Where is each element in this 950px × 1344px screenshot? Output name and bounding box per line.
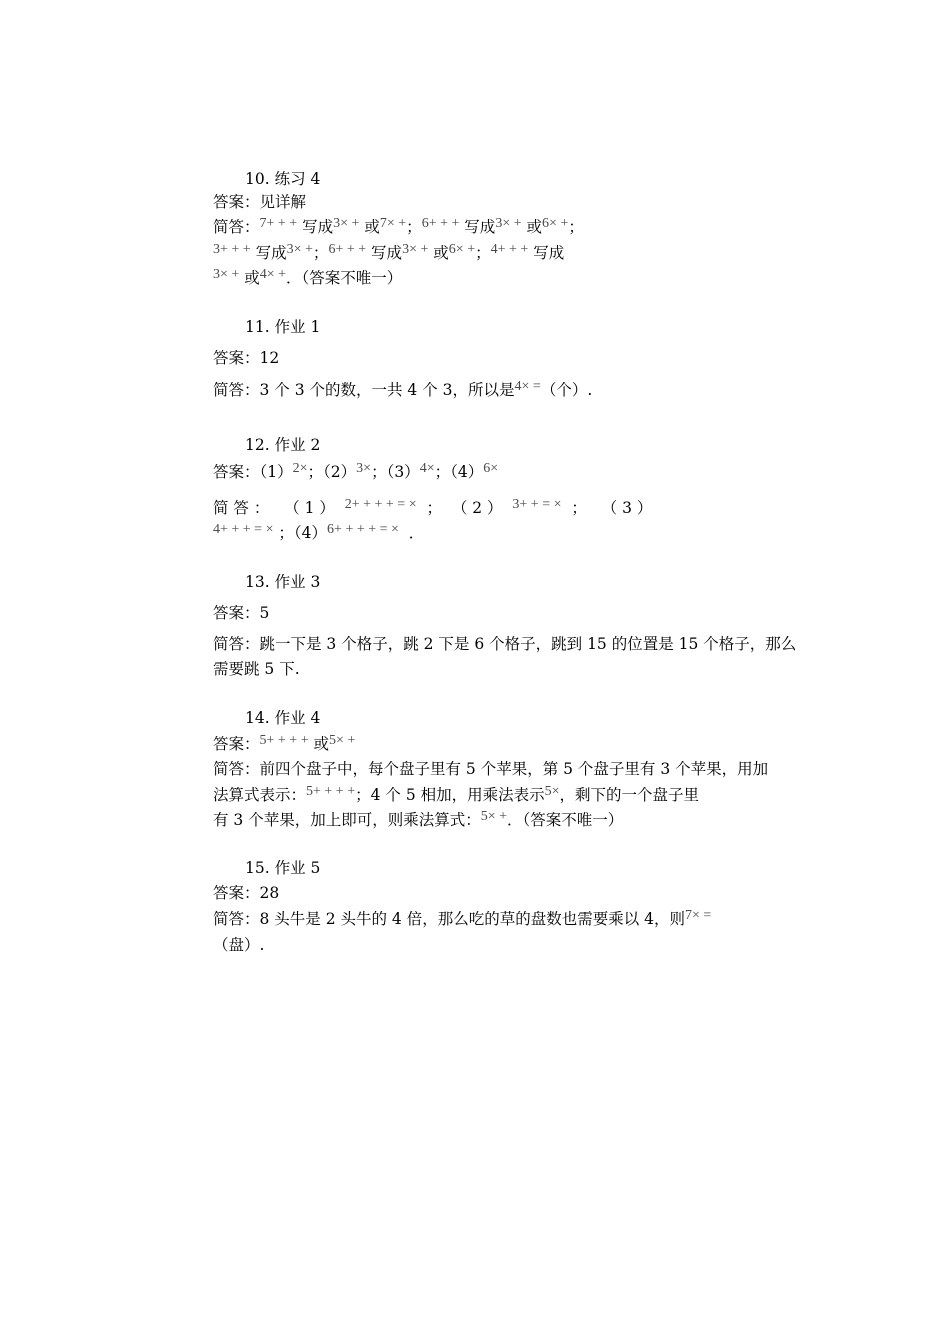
- heading-text: 14. 作业 4: [245, 709, 321, 727]
- text-fragment: 简答：前四个盘子中，每个盘子里有 5 个苹果，第 5 个盘子里有 3 个苹果，用加: [213, 760, 769, 778]
- item-12-heading: [245, 434, 320, 456]
- text-fragment: ；（3）: [371, 463, 420, 481]
- text-fragment: 答案：: [213, 735, 260, 753]
- item-14-brief-line-3: [213, 809, 623, 831]
- formula: 3× +: [286, 242, 313, 257]
- formula: 3+ + = ×: [512, 497, 562, 512]
- answer-text: 答案：12: [213, 349, 280, 367]
- heading-text: 13. 作业 3: [245, 573, 321, 591]
- item-14-brief-line-2: [213, 784, 699, 806]
- formula: 3× +: [402, 242, 429, 257]
- text-fragment: ．: [408, 524, 425, 542]
- text-fragment: 法算式表示：: [213, 786, 307, 804]
- text-fragment: ；: [426, 499, 442, 517]
- item-14-answer: [213, 733, 355, 755]
- formula: 2+ + + + = ×: [344, 497, 417, 512]
- text-fragment: 或: [308, 735, 330, 753]
- text-fragment: 需要跳 5 下.: [213, 660, 300, 678]
- formula: 3+ + +: [213, 242, 251, 257]
- formula: 4× =: [514, 379, 541, 394]
- text-fragment: ；: [475, 244, 491, 262]
- item-13-brief-line-1: [213, 633, 796, 655]
- text-fragment: 或: [521, 218, 543, 236]
- text-fragment: 写成: [528, 244, 565, 262]
- text-fragment: ．（答案不唯一）: [286, 269, 403, 287]
- item-10-brief-line-3: [213, 267, 402, 289]
- text-fragment: ；: [312, 244, 329, 262]
- formula: 4+ + +: [490, 242, 529, 257]
- text-fragment: 写成: [366, 244, 403, 262]
- text-fragment: 或: [428, 244, 449, 262]
- item-11-brief: [213, 379, 592, 401]
- answer-text: 答案：见详解: [213, 193, 307, 211]
- formula: 2×: [292, 461, 308, 476]
- item-12-answer: [213, 461, 498, 483]
- formula: 5× +: [329, 733, 356, 748]
- heading-text: 10. 练习 4: [245, 170, 321, 188]
- text-fragment: 写成: [250, 244, 287, 262]
- formula: 7× =: [685, 908, 712, 923]
- text-fragment: 或: [239, 269, 260, 287]
- formula: 5+ + + +: [306, 784, 356, 799]
- text-fragment: 简答：跳一下是 3 个格子，跳 2 下是 6 个格子，跳到 15 的位置是 15 个格子，那么: [213, 635, 797, 653]
- text-fragment: ．（答案不唯一）: [507, 811, 624, 829]
- formula: 7× +: [379, 216, 407, 231]
- text-fragment: 写成: [297, 218, 334, 236]
- brief-label: 简 答 ：: [213, 499, 270, 517]
- answer-text: 答案：28: [213, 884, 280, 902]
- formula: 6+ + +: [421, 216, 460, 231]
- heading-text: 11. 作业 1: [245, 318, 321, 336]
- text-fragment: 答案：（1）: [213, 463, 293, 481]
- formula: 7+ + +: [259, 216, 298, 231]
- heading-text: 15. 作业 5: [245, 859, 321, 877]
- text-fragment: ；（2）: [307, 463, 357, 481]
- text-fragment: ；: [406, 218, 422, 236]
- formula: 6×: [483, 461, 499, 476]
- item-10-brief-line-1: [213, 216, 584, 238]
- formula: 6× +: [448, 242, 476, 257]
- formula: 6× +: [542, 216, 569, 231]
- item-15-answer: [213, 882, 279, 904]
- item-13-heading: [245, 571, 320, 593]
- item-12-brief-line-2: [213, 522, 424, 544]
- heading-text: 12. 作业 2: [245, 436, 321, 454]
- text-fragment: 写成: [459, 218, 496, 236]
- formula: 4+ + + = ×: [213, 522, 274, 537]
- formula: 6+ + + + = ×: [327, 522, 399, 537]
- text-fragment: 或: [359, 218, 380, 236]
- item-15-heading: [245, 857, 320, 879]
- item-10-heading: [245, 168, 320, 190]
- item-10-brief-line-2: [213, 242, 564, 264]
- text-fragment: （盘）.: [213, 936, 265, 954]
- item-13-answer: [213, 602, 269, 624]
- brief-label: 简答：: [213, 218, 260, 236]
- text-fragment: （ 1 ）: [284, 499, 335, 517]
- formula: 5× +: [480, 809, 508, 824]
- text-fragment: ，剩下的一个盘子里: [559, 786, 700, 804]
- text-fragment: 有 3 个苹果，加上即可，则乘法算式：: [213, 811, 481, 829]
- text-fragment: （个）.: [540, 381, 593, 399]
- item-14-brief-line-1: [213, 758, 768, 780]
- text-fragment: ；（4）: [278, 524, 328, 542]
- text-fragment: （ 3 ）: [601, 499, 653, 517]
- item-11-answer: [213, 347, 279, 369]
- text-fragment: ；: [571, 499, 587, 517]
- formula: 3×: [356, 461, 372, 476]
- item-15-brief-line-2: [213, 934, 264, 956]
- item-12-brief-line-1: [213, 497, 652, 519]
- text-fragment: ；4 个 5 相加，用乘法表示: [355, 786, 545, 804]
- formula: 4×: [419, 461, 435, 476]
- answer-text: 答案：5: [213, 604, 270, 622]
- formula: 5×: [544, 784, 560, 799]
- formula: 3× +: [333, 216, 360, 231]
- text-fragment: 简答：8 头牛是 2 头牛的 4 倍，那么吃的草的盘数也需要乘以 4，则: [213, 910, 686, 928]
- formula: 3× +: [495, 216, 522, 231]
- text-fragment: ；: [568, 218, 584, 236]
- item-14-heading: [245, 707, 320, 729]
- text-fragment: ；（4）: [434, 463, 484, 481]
- formula: 3× +: [213, 267, 240, 282]
- text-fragment: （ 2 ）: [451, 499, 503, 517]
- item-13-brief-line-2: [213, 658, 300, 680]
- text-fragment: 简答：3 个 3 个的数，一共 4 个 3，所以是: [213, 381, 515, 399]
- formula: 4× +: [259, 267, 287, 282]
- item-10-answer: [213, 191, 306, 213]
- item-15-brief-line-1: [213, 908, 711, 930]
- formula: 5+ + + +: [259, 733, 309, 748]
- formula: 6+ + +: [328, 242, 367, 257]
- item-11-heading: [245, 316, 320, 338]
